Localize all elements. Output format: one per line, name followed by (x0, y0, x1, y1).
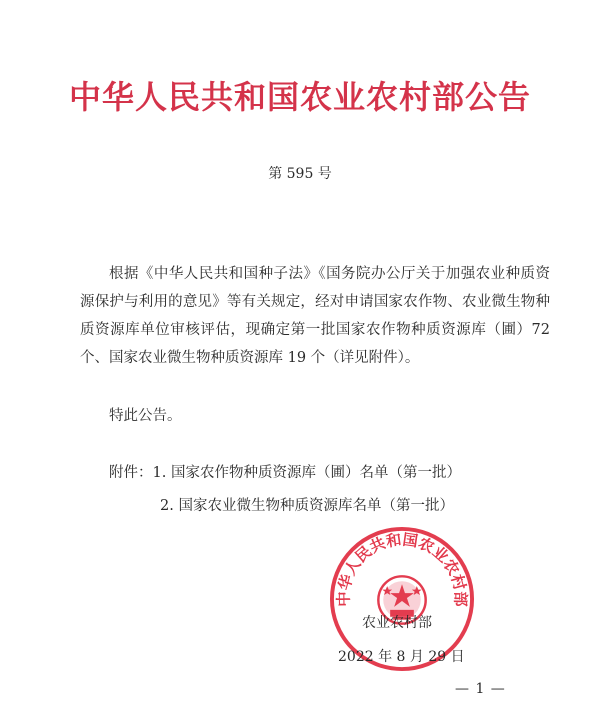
attachment-item-1 (109, 459, 461, 487)
attachment-prefix: 附件： (109, 465, 153, 481)
attachment-item-2-label: 2. 国家农业微生物种质资源库名单（第一批） (160, 498, 454, 514)
announcement-paragraph: 根据《中华人民共和国种子法》《国务院办公厅关于加强农业种质资源保护与利用的意见》等有关规定，经对申请国家农作物、农业微生物种质资源库单位审核评估，现确定第一批国家农作物种质资源库（圃）72 个、国家农业微生物种质资源库 19 个（详见附件）。 (80, 266, 550, 366)
attachment-item-1-label: 1. 国家农作物种质资源库（圃）名单（第一批） (152, 465, 461, 481)
closing-remark: 特此公告。 (109, 408, 182, 424)
seal-text: 中华人民共和国农业农村部 (334, 530, 470, 607)
issue-date: 2022 年 8 月 29 日 (338, 649, 465, 665)
page-number: — 1 — (455, 681, 506, 697)
issuer-name: 农业农村部 (362, 615, 432, 631)
document-number: 第 595 号 (268, 166, 332, 182)
document-title: 中华人民共和国农业农村部公告 (68, 78, 531, 116)
attachment-item-2 (160, 492, 454, 520)
